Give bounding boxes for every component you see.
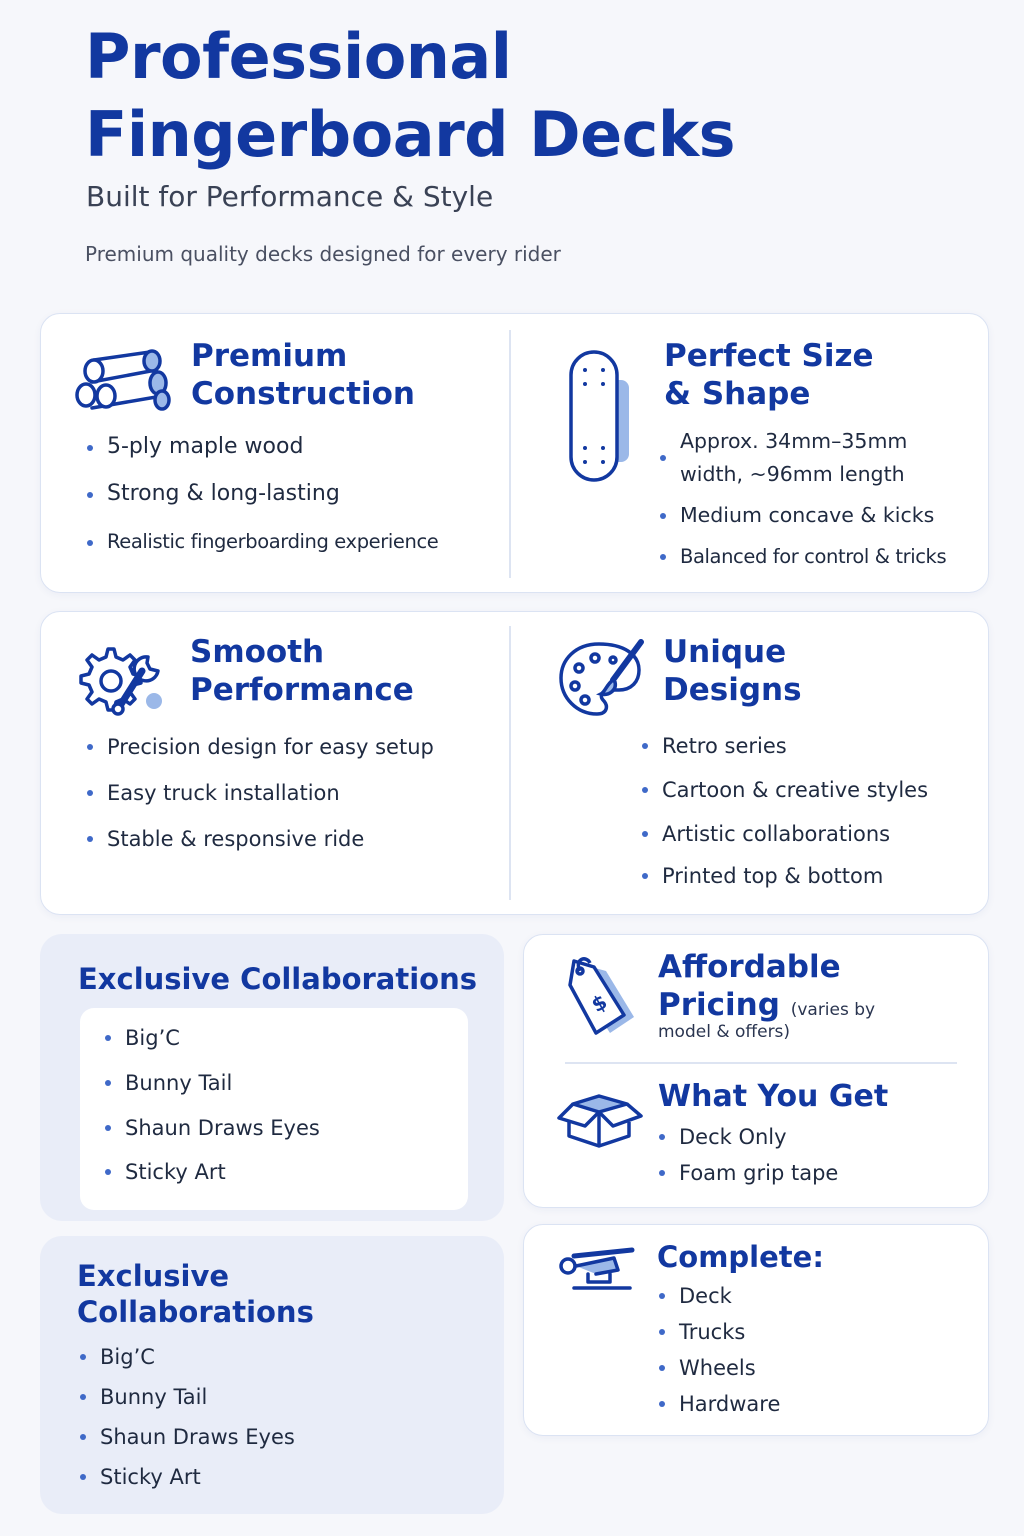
list-item: Big’C (103, 1022, 453, 1054)
list-item: Hardware (657, 1389, 957, 1419)
collaborations-title-2-line-2: Collaborations (77, 1295, 314, 1329)
collaborations-title: Exclusive Collaborations (78, 962, 478, 996)
designs-title-line-1: Unique (663, 634, 787, 670)
page-tagline: Premium quality decks designed for every rider (85, 242, 561, 266)
list-item: Stable & responsive ride (85, 823, 500, 855)
list-item: Balanced for control & tricks (658, 540, 978, 573)
divider (565, 1062, 957, 1064)
list-item: Deck Only (657, 1122, 977, 1152)
whatyouget-list (657, 1122, 977, 1188)
list-item: Retro series (640, 730, 980, 762)
pricing-note: (varies by (790, 1000, 876, 1020)
list-item (658, 425, 978, 491)
construction-title (191, 337, 415, 413)
size-item-line-1: Approx. 34mm–35mm (680, 429, 908, 453)
collaborations-list (103, 1022, 453, 1188)
list-item: 5-ply maple wood (85, 432, 495, 464)
whatyouget-title: What You Get (658, 1079, 889, 1114)
pricing-title (658, 948, 875, 1029)
size-list (658, 425, 978, 573)
list-item: Realistic fingerboarding experience (85, 527, 495, 559)
list-item: Strong & long-lasting (85, 479, 495, 511)
collaborations-title-2 (77, 1258, 314, 1330)
list-item: Bunny Tail (103, 1067, 453, 1099)
pricing-title-line-1: Affordable (658, 949, 841, 985)
performance-title-line-1: Smooth (190, 634, 325, 670)
skateboard-deck-icon (567, 348, 635, 484)
designs-title (663, 633, 802, 709)
list-item: Deck (657, 1281, 957, 1311)
gear-wrench-icon (78, 643, 170, 719)
list-item: Foam grip tape (657, 1158, 977, 1188)
list-item: Medium concave & kicks (658, 499, 978, 532)
wood-logs-icon (72, 348, 174, 414)
svg-text:$: $ (587, 989, 612, 1018)
list-item: Wheels (657, 1353, 957, 1383)
list-item: Shaun Draws Eyes (103, 1112, 453, 1144)
list-item: Precision design for easy setup (85, 731, 500, 763)
size-title-line-1: Perfect Size (664, 338, 874, 374)
list-item: Sticky Art (103, 1156, 453, 1188)
collaborations-title-2-line-1: Exclusive (77, 1259, 230, 1293)
list-item: Easy truck installation (85, 777, 500, 809)
open-box-icon (555, 1082, 645, 1150)
list-item: Artistic collaborations (640, 818, 980, 850)
truck-assembly-icon (554, 1244, 636, 1294)
performance-title (190, 633, 414, 709)
collaborations-list-2 (78, 1341, 478, 1493)
list-item: Bunny Tail (78, 1381, 478, 1413)
price-tag-icon (566, 955, 646, 1039)
list-item: Printed top & bottom (640, 860, 980, 892)
construction-title-line-2: Construction (191, 376, 415, 412)
complete-title: Complete: (657, 1240, 824, 1274)
divider (509, 330, 511, 578)
divider (509, 626, 511, 900)
page-title-line-1: Professional (85, 20, 512, 93)
paint-palette-icon (557, 638, 647, 720)
complete-list (657, 1281, 957, 1419)
pricing-title-word: Pricing (658, 987, 780, 1023)
performance-list (85, 731, 500, 855)
designs-title-line-2: Designs (663, 672, 802, 708)
designs-list (640, 730, 980, 892)
list-item: Trucks (657, 1317, 957, 1347)
size-title (664, 337, 874, 413)
performance-title-line-2: Performance (190, 672, 414, 708)
list-item: Sticky Art (78, 1461, 478, 1493)
size-item-line-2: width, ~96mm length (680, 462, 905, 486)
page-title-line-2: Fingerboard Decks (85, 98, 736, 171)
page-title (85, 18, 735, 174)
list-item: Big’C (78, 1341, 478, 1373)
pricing-note-2: model & offers) (658, 1022, 791, 1042)
list-item: Shaun Draws Eyes (78, 1421, 478, 1453)
list-item: Cartoon & creative styles (640, 774, 980, 806)
page-subtitle: Built for Performance & Style (86, 180, 494, 213)
construction-list (85, 432, 495, 559)
size-title-line-2: & Shape (664, 376, 811, 412)
construction-title-line-1: Premium (191, 338, 348, 374)
